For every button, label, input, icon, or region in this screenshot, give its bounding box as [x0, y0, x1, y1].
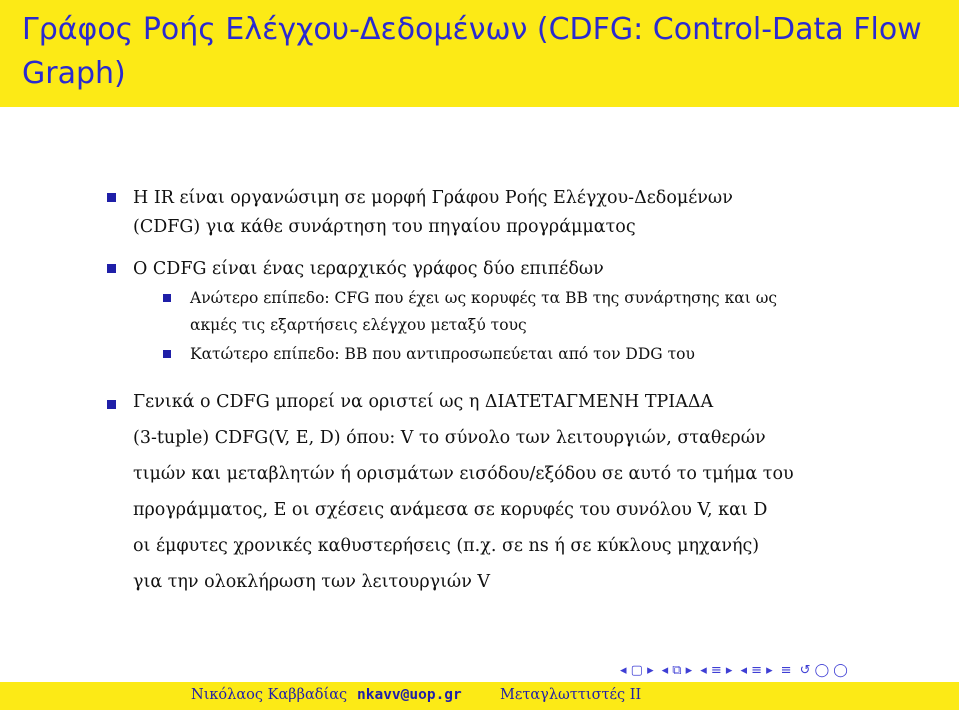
nav-search-icon[interactable]: ↺ ◯ ◯: [799, 662, 848, 678]
nav-section-icon[interactable]: ◂ ≡ ▸: [740, 662, 773, 678]
title-bar: [0, 0, 959, 107]
item-3-line-3: τιμών και μεταβλητών ή ορισμάτων εισόδου/εξόδου σε αυτό το τμήμα του: [133, 464, 794, 484]
sub-bullet-icon: [163, 350, 171, 358]
footer-author: Νικόλαος Καββαδίας: [191, 687, 348, 703]
item-1-line-2: (CDFG) για κάθε συνάρτηση του πηγαίου προγράμματος: [133, 217, 636, 237]
nav-frame-icon[interactable]: ◂ ⧉ ▸: [661, 662, 693, 678]
footer-bar: [0, 682, 959, 710]
footer-email[interactable]: nkavv@uop.gr: [357, 687, 462, 703]
subitem-2-line-1: Κατώτερο επίπεδο: BB που αντιπροσωπεύεται από τον DDG του: [190, 345, 695, 363]
item-3-line-1: Γενικά ο CDFG μπορεί να οριστεί ως η ΔΙΑΤΕΤΑΓΜΕΝΗ ΤΡΙΑΔΑ: [133, 392, 714, 412]
nav-first-icon[interactable]: ◂ ▢ ▸: [620, 662, 654, 678]
item-1-line-1: Η IR είναι οργανώσιμη σε μορφή Γράφου Ροής Ελέγχου-Δεδομένων: [133, 188, 733, 208]
bullet-icon: [107, 264, 116, 273]
item-2-line-1: Ο CDFG είναι ένας ιεραρχικός γράφος δύο επιπέδων: [133, 259, 604, 279]
beamer-navigation[interactable]: [620, 662, 955, 678]
item-3-line-2: (3-tuple) CDFG(V, E, D) όπου: V το σύνολο των λειτουργιών, σταθερών: [133, 428, 766, 448]
item-3-line-6: για την ολοκλήρωση των λειτουργιών V: [133, 572, 491, 592]
slide-title: Γράφος Ροής Ελέγχου-Δεδομένων (CDFG: Control-Data Flow Graph): [22, 12, 922, 91]
bullet-icon: [107, 400, 116, 409]
sub-bullet-icon: [163, 294, 171, 302]
item-3-line-4: προγράμματος, E οι σχέσεις ανάμεσα σε κορυφές του συνόλου V, και D: [133, 500, 768, 520]
subitem-1-line-2: ακμές τις εξαρτήσεις ελέγχου μεταξύ τους: [190, 316, 527, 334]
subitem-1-line-1: Ανώτερο επίπεδο: CFG που έχει ως κορυφές τα BB της συνάρτησης και ως: [190, 289, 778, 307]
bullet-icon: [107, 193, 116, 202]
item-3-line-5: οι έμφυτες χρονικές καθυστερήσεις (π.χ. σε ns ή σε κύκλους μηχανής): [133, 536, 760, 556]
nav-align-icon[interactable]: ≡: [780, 662, 792, 678]
nav-subsection-icon[interactable]: ◂ ≡ ▸: [700, 662, 733, 678]
footer-course: Μεταγλωττιστές ΙΙ: [500, 687, 642, 703]
